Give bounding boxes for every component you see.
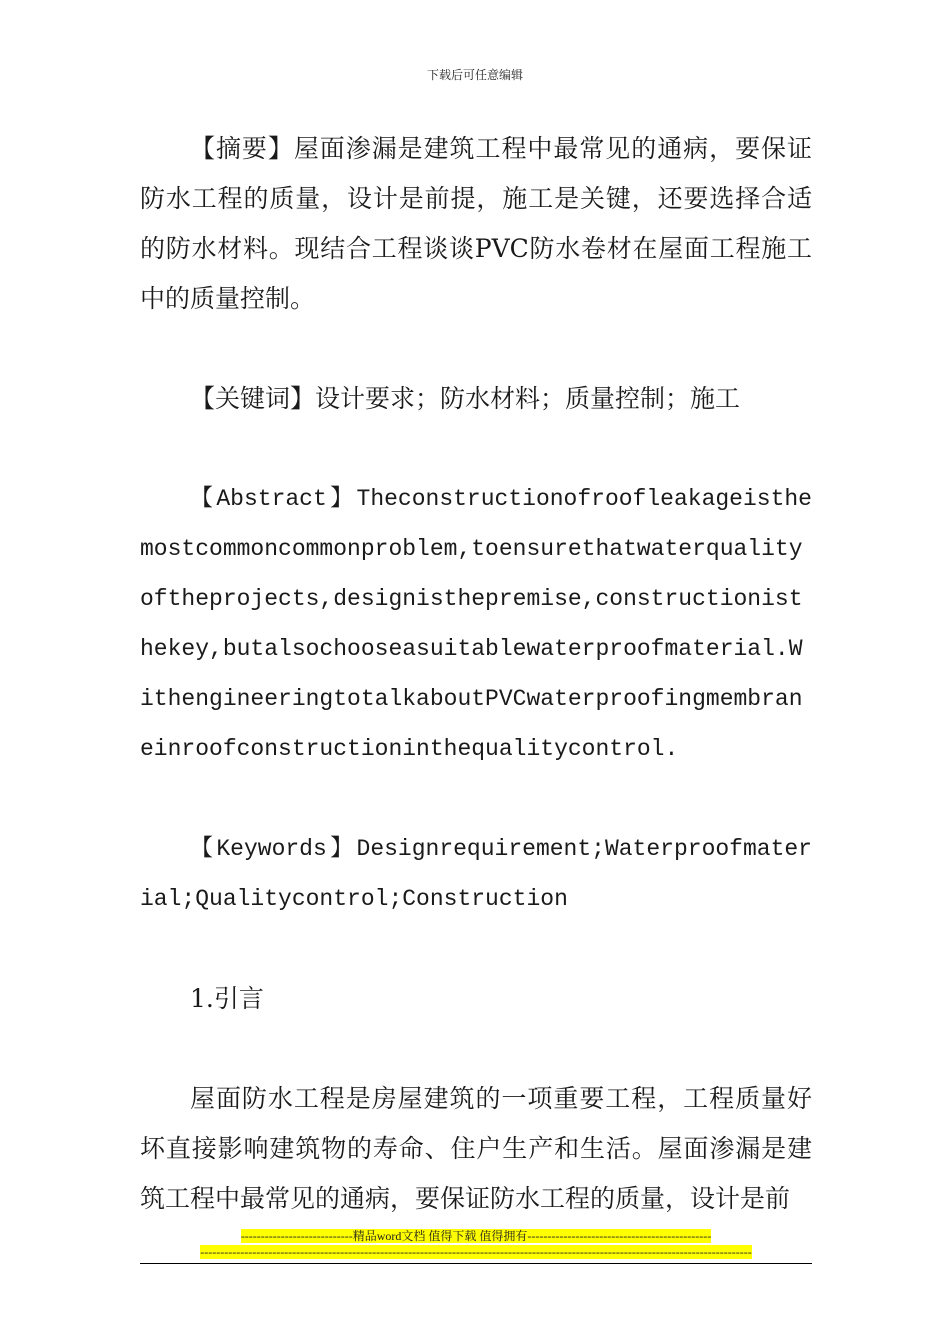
document-body (140, 124, 812, 1224)
page-header: 下载后可任意编辑 (426, 68, 523, 82)
page-footer (140, 1228, 812, 1260)
abstract-cn: 【摘要】屋面渗漏是建筑工程中最常见的通病，要保证防水工程的质量，设计是前提，施工是关键，还要选择合适的防水材料。现结合工程谈谈PVC防水卷材在屋面工程施工中的质量控制。 (140, 134, 812, 313)
section-1-paragraph: 屋面防水工程是房屋建筑的一项重要工程，工程质量好坏直接影响建筑物的寿命、住户生产和生活。屋面渗漏是建筑工程中最常见的通病，要保证防水工程的质量，设计是前 (140, 1084, 812, 1213)
footer-banner: ----------------------------精品word文档 值得下载 值得拥有---------------------------------------------- (240, 1229, 712, 1243)
keywords-en: 【Keywords】Designrequirement;Waterproofmaterial;Qualitycontrol;Construction (140, 836, 812, 912)
keywords-cn: 【关键词】设计要求；防水材料；质量控制；施工 (190, 384, 741, 413)
section-1-heading: 1.引言 (190, 984, 264, 1013)
footer-rule (140, 1263, 812, 1264)
abstract-en: 【Abstract】Theconstructionofroofleakageisthemostcommoncommonproblem,toensurethatwaterqualityoftheprojects,designisthepremise,constructionisthekey,butalsochooseasuitablewaterproofmaterial.WithengineeringtotalkaboutPVCwaterproofingmembraneinroofconstructioninthequalitycontrol. (140, 486, 812, 762)
footer-dashes: ------------------------------------------------------------------------------------------------------------------------------------------ (200, 1245, 752, 1259)
